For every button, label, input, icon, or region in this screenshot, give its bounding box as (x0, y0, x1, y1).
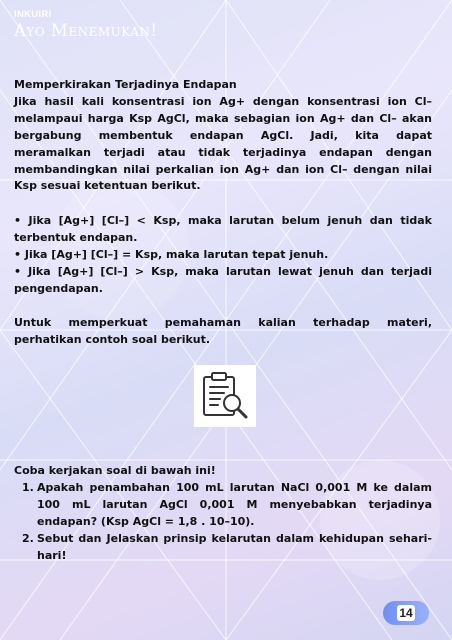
page-number: 14 (397, 605, 415, 621)
question-item (14, 479, 432, 530)
question-number: 2. (22, 532, 34, 545)
question-number: 1. (22, 481, 34, 494)
question-text: Sebut dan Jelaskan prinsip kelarutan dalam kehidupan sehari-hari! (37, 532, 432, 562)
exercise-section (14, 462, 432, 564)
question-text: Apakah penambahan 100 mL larutan NaCl 0,001 M ke dalam 100 mL larutan AgCl 0,001 M menyebabkan terjadinya endapan? (Ksp AgCl = 1,8 . 10–10). (37, 481, 432, 528)
question-list (14, 479, 432, 564)
page-number-badge (383, 601, 429, 625)
instruction-paragraph: Untuk memperkuat pemahaman kalian terhadap materi, perhatikan contoh soal berikut. (14, 315, 432, 346)
rule-item-equal: • Jika [Ag+] [Cl–] = Ksp, maka larutan tepat jenuh. (14, 248, 329, 262)
content-heading: Memperkirakan Terjadinya Endapan (14, 78, 237, 91)
content-paragraph: Jika hasil kali konsentrasi ion Ag+ dengan konsentrasi ion Cl– melampaui harga Ksp AgCl, maka sebagian ion Ag+ dan Cl– akan bergabung membentuk endapan AgCl. Jadi, kita dapat meramalkan terjadi atau tidak terjadinya endapan dengan membandingkan nilai perkalian ion Ag+ dan ion Cl– dengan nilai Ksp sesuai ketentuan berikut. (14, 94, 432, 193)
page-title: Ayo Menemukan! (14, 21, 158, 40)
main-content (14, 77, 432, 349)
question-item (14, 530, 432, 564)
section-label: INKUIRI (14, 9, 52, 20)
exercise-intro: Coba kerjakan soal di bawah ini! (14, 464, 216, 477)
clipboard-magnifier-icon (194, 365, 256, 427)
rule-item-greater: • Jika [Ag+] [Cl–] > Ksp, maka larutan lewat jenuh dan terjadi pengendapan. (14, 265, 432, 295)
rule-item-less: • Jika [Ag+] [Cl–] < Ksp, maka larutan belum jenuh dan tidak terbentuk endapan. (14, 214, 432, 245)
